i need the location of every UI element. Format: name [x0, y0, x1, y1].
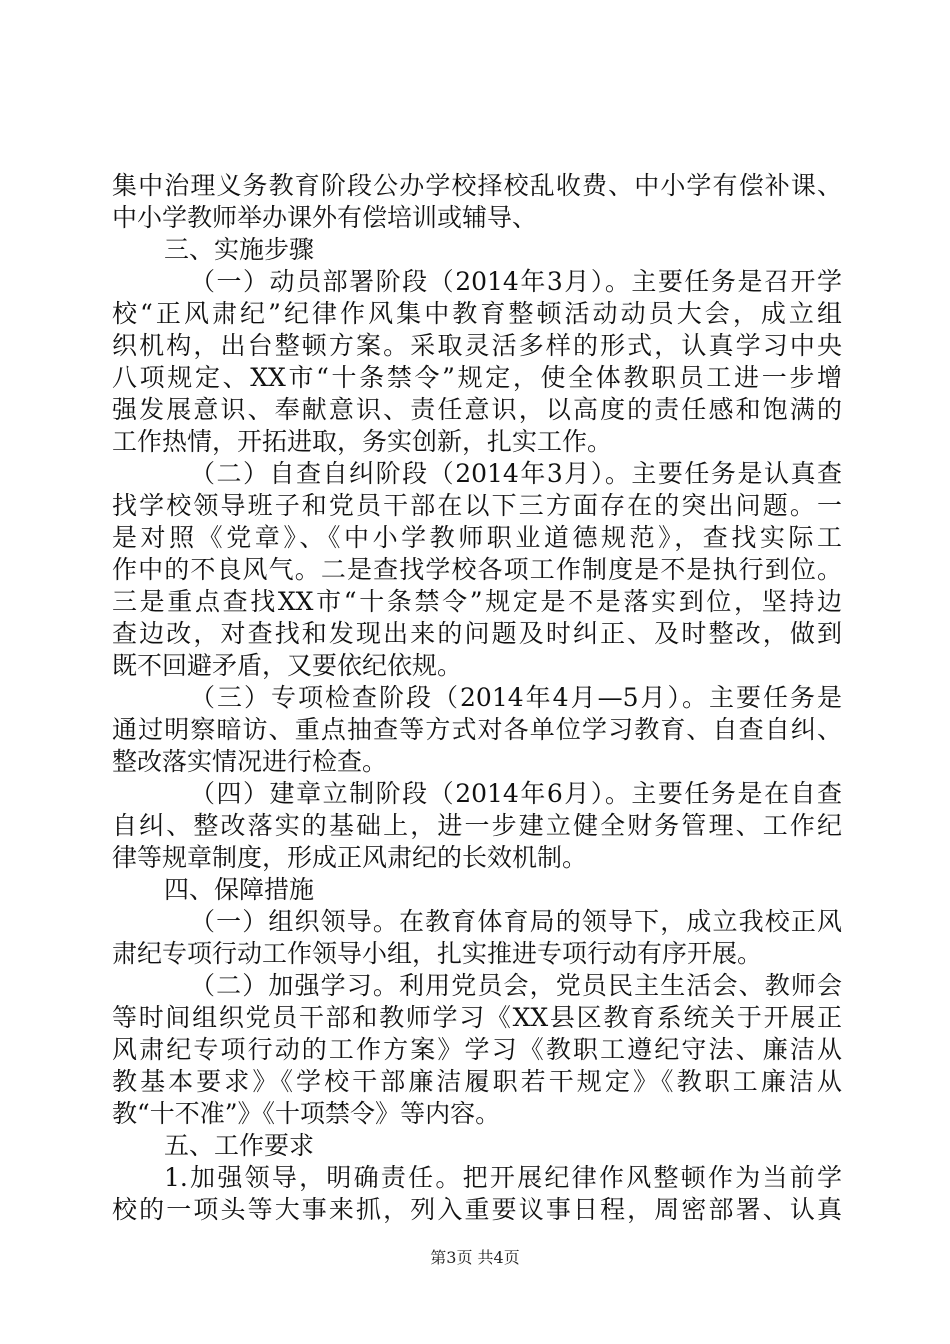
text-line: （二）加强学习。利用党员会，党员民主生活会、教师会: [190, 971, 842, 1000]
text-line: 律等规章制度，形成正风肃纪的长效机制。: [112, 843, 588, 872]
text-line: 集中治理义务教育阶段公办学校择校乱收费、中小学有偿补课、: [112, 171, 842, 200]
text-line: 既不回避矛盾，又要依纪依规。: [112, 651, 463, 680]
text-line: 校的一项头等大事来抓，列入重要议事日程，周密部署、认真: [112, 1195, 842, 1224]
text-line: 风肃纪专项行动的工作方案》学习《教职工遵纪守法、廉洁从: [112, 1035, 842, 1064]
text-line: 查边改，对查找和发现出来的问题及时纠正、及时整改，做到: [112, 619, 842, 648]
text-line: 1.加强领导，明确责任。把开展纪律作风整顿作为当前学: [164, 1163, 842, 1192]
text-line: 教基本要求》《学校干部廉洁履职若干规定》《教职工廉洁从: [112, 1067, 842, 1096]
text-line: 织机构，出台整顿方案。采取灵活多样的形式，认真学习中央: [112, 331, 842, 360]
text-line: （三）专项检查阶段（2014年4月—5月）。主要任务是: [190, 683, 842, 712]
text-line: 强发展意识、奉献意识、责任意识，以高度的责任感和饱满的: [112, 395, 842, 424]
text-line: 通过明察暗访、重点抽查等方式对各单位学习教育、自查自纠、: [112, 715, 842, 744]
text-line: 整改落实情况进行检查。: [112, 747, 388, 776]
text-line: 教“十不准”》《十项禁令》等内容。: [112, 1099, 501, 1128]
text-line: 等时间组织党员干部和教师学习《XX县区教育系统关于开展正: [112, 1003, 842, 1032]
text-line: （一）动员部署阶段（2014年3月）。主要任务是召开学: [190, 267, 842, 296]
text-line: 五、工作要求: [164, 1131, 315, 1160]
page-number: 第3页 共4页: [430, 1248, 520, 1267]
text-line: 作中的不良风气。二是查找学校各项工作制度是不是执行到位。: [112, 555, 842, 584]
text-line: 肃纪专项行动工作领导小组，扎实推进专项行动有序开展。: [112, 939, 763, 968]
text-line: 中小学教师举办课外有偿培训或辅导、: [112, 203, 538, 232]
text-line: 八项规定、XX市“十条禁令”规定，使全体教职员工进一步增: [112, 363, 842, 392]
text-line: 找学校领导班子和党员干部在以下三方面存在的突出问题。一: [112, 491, 842, 520]
text-line: 三、实施步骤: [164, 235, 315, 264]
text-line: （一）组织领导。在教育体育局的领导下，成立我校正风: [190, 907, 842, 936]
text-line: 是对照《党章》、《中小学教师职业道德规范》，查找实际工: [112, 523, 842, 552]
text-line: 校“正风肃纪”纪律作风集中教育整顿活动动员大会，成立组: [112, 299, 842, 328]
text-line: （四）建章立制阶段（2014年6月）。主要任务是在自查: [190, 779, 842, 808]
page-footer: [0, 1245, 950, 1268]
text-line: 三是重点查找XX市“十条禁令”规定是不是落实到位，坚持边: [112, 587, 842, 616]
text-line: 四、保障措施: [164, 875, 315, 904]
text-line: 工作热情，开拓进取，务实创新，扎实工作。: [112, 427, 613, 456]
document-body: [112, 170, 842, 1226]
text-line: （二）自查自纠阶段（2014年3月）。主要任务是认真查: [190, 459, 842, 488]
text-line: 自纠、整改落实的基础上，进一步建立健全财务管理、工作纪: [112, 811, 842, 840]
